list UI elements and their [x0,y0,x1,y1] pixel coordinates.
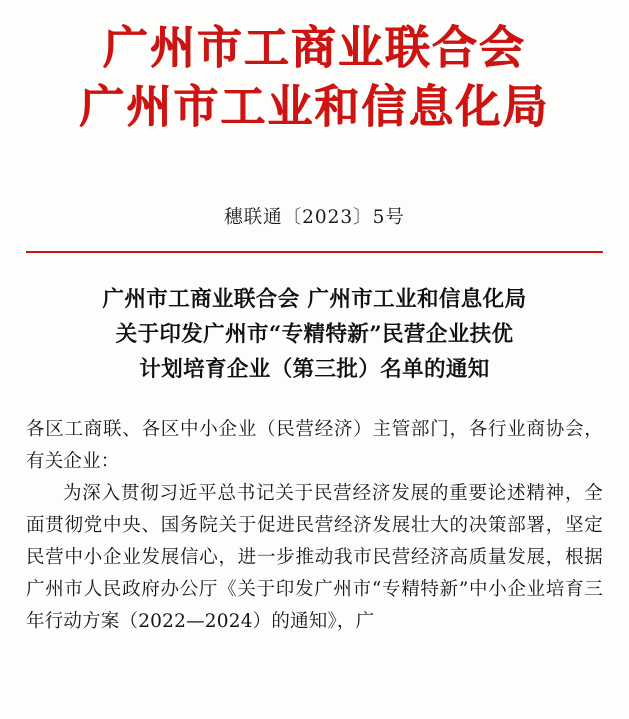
document-title-line-1: 广州市工商业联合会 广州市工业和信息化局 [102,287,527,313]
document-title-line-3: 计划培育企业（第三批）名单的通知 [139,356,490,382]
body-paragraph-salutation: 各区工商联、各区中小企业（民营经济）主管部门，各行业商协会，有关企业： [26,418,603,472]
document-title-line-2: 关于印发广州市“专精特新”民营企业扶优 [115,322,514,348]
letterhead [26,0,603,137]
body-paragraph-1: 为深入贯彻习近平总书记关于民营经济发展的重要论述精神，全面贯彻党中央、国务院关于促进民营经济发展壮大的决策部署，坚定民营中小企业发展信心，进一步推动我市民营经济高质量发展，根据广州市人民政府办公厅《关于印发广州市“专精特新”中小企业培育三年行动方案（2022—2024）的通知》，广 [26,483,603,632]
document-number: 穗联通〔2023〕5号 [224,206,405,228]
document-title [26,283,603,387]
letterhead-line-1: 广州市工商业联合会 [102,21,526,74]
letterhead-line-2: 广州市工业和信息化局 [79,80,550,134]
document-body [26,414,603,638]
red-divider-rule [26,251,603,254]
